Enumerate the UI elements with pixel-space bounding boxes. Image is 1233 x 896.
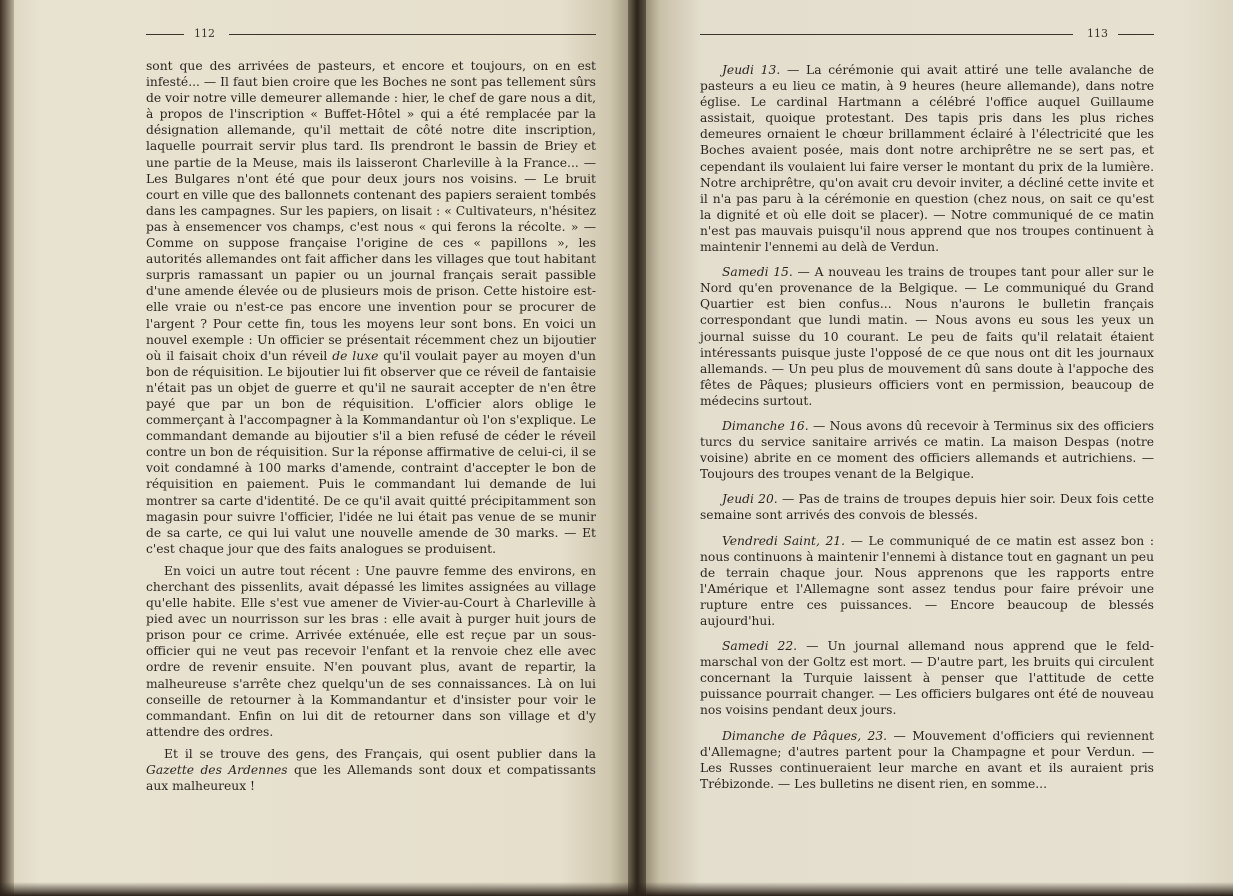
entry-text: — Pas de trains de troupes depuis hier soir. Deux fois cette semaine sont arrivés des convois de blessés. <box>700 492 1154 523</box>
entry-date: Dimanche 16. <box>722 418 809 433</box>
entry-text: — Le communiqué de ce matin est assez bon : nous continuons à maintenir l'ennemi à distance tout en gagnant un peu de terrain chaque jour. Nous apprenons que les rapports entre l'Amérique et l'Allemagne sont assez tendus pour faire prévoir une rupture entre ces puissances. — Encore beaucoup de blessés aujourd'hui. <box>700 533 1154 628</box>
entry-date: Jeudi 13. <box>722 63 781 77</box>
book-edge <box>0 0 14 896</box>
page-number-left: 112 <box>194 27 215 40</box>
paragraph-text: sont que des arrivées de pasteurs, et encore et toujours, on en est infesté... — Il faut bien croire que les Boches ne sont pas tellement sûrs de voir notre ville demeurer allemande : hier, le chef de gare nous a dit, à propos de l'inscription « Buffet-Hôtel » qui a été remplacée par la désignation allemande, qu'il mettait de côté notre dite inscription, laquelle pourrait servir plus tard. Ils prendront le bassin de Briey et une partie de la Meuse, mais ils laisseront Charleville à la France... — Les Bulgares n'ont été que pour deux jours nos voisins. — Le bruit court en ville que des ballonnets contenant des papiers seraient tombés dans les campagnes. Sur les papiers, on lisait : « Cultivateurs, n'hésitez pas à ensemencer vos champs, c'est nous « qui ferons la récolte. » — Comme on suppose française l'origine de ces « papillons », les autorités allemandes ont fait afficher dans les villages que tout habitant surpris ramassant un papier ou un journal français serait passible d'une amende élevée ou de plusieurs mois de prison. Cette histoire est-elle vraie ou n'est-ce pas encore une invention pour se procurer de l'argent ? Pour cette fin, tous les moyens leur sont bons. En voici un nouvel exemple : Un officier se présentait récemment chez un bijoutier où il faisait choix d'un réveil <box>146 59 596 363</box>
left-page-header <box>146 28 596 40</box>
diary-entry <box>700 638 1154 718</box>
header-rule <box>229 34 596 35</box>
right-page-body <box>700 62 1154 801</box>
newspaper-title: Gazette des Ardennes <box>146 763 288 778</box>
paragraph-text: Et il se trouve des gens, des Français, qui osent publier dans la <box>164 746 596 761</box>
entry-date: Samedi 22. <box>722 639 798 654</box>
paragraph <box>146 746 596 794</box>
paragraph-text: qu'il voulait payer au moyen d'un bon de réquisition. Le bijoutier lui fit observer que ce réveil de fantaisie n'était pas un objet de guerre et qu'il ne saurait accepter de n'en être payé que par un bon de réquisition. L'officier alors oblige le commerçant à l'accompagner à la Kommandantur où l'on s'explique. Le commandant demande au bijoutier s'il a bien refusé de céder le réveil contre un bon de réquisition. Sur la réponse affirmative de celui-ci, il se voit condamné à 100 marks d'amende, contraint d'accepter le bon de réquisition en paiement. Puis le commandant lui demande de lui montrer sa carte d'identité. De ce qu'il avait quitté précipitamment son magasin pour suivre l'officier, l'idée ne lui était pas venue de se munir de sa carte, ce qui lui valut une nouvelle amende de 30 marks. — Et c'est chaque jour que des faits analogues se produisent. <box>146 348 596 556</box>
paragraph-text: que les Allemands sont doux et compatissants aux malheureux ! <box>146 763 596 794</box>
diary-entry <box>700 533 1154 630</box>
diary-entry <box>700 62 1154 255</box>
entry-text: — Mouvement d'officiers qui reviennent d'Allemagne; d'autres partent pour la Champagne et pour Verdun. — Les Russes continueraient leur marche en avant et ils auraient pris Trébizonde. — Les bulletins ne disent rien, en somme... <box>700 728 1155 791</box>
diary-entry <box>700 491 1154 523</box>
page-number-right: 113 <box>1087 27 1108 40</box>
header-rule <box>146 34 184 35</box>
italic-phrase: de luxe <box>332 348 379 363</box>
header-rule <box>700 34 1073 35</box>
entry-date: Jeudi 20. <box>722 492 778 507</box>
entry-text: — Nous avons dû recevoir à Terminus six des officiers turcs du service sanitaire arrivés ce matin. La maison Despas (notre voisine) abrite en ce moment des officiers allemands et autrichiens. — Toujours des troupes venant de la Belgique. <box>700 418 1154 482</box>
entry-text: — A nouveau les trains de troupes tant pour aller sur le Nord qu'en provenance de la Belgique. — Le communiqué du Grand Quartier est bien confus... Nous n'aurons le bulletin français correspondant que lundi matin. — Nous avons eu sous les yeux un journal suisse du 10 courant. Le peu de faits qu'il relatait étaient intéressants puisque juste l'opposé de ce que nous ont dit les journaux allemands. — Un peu plus de mouvement dû sans doute à l'appoche des fêtes de Pâques; plusieurs officiers vont en permission, beaucoup de médecins surtout. <box>700 265 1155 408</box>
diary-entry <box>700 728 1154 792</box>
diary-entry <box>700 264 1154 409</box>
right-page-header <box>700 28 1154 40</box>
diary-entry <box>700 418 1154 482</box>
entry-text: — La cérémonie qui avait attiré une telle avalanche de pasteurs a eu lieu ce matin, à 9 heures (heure allemande), dans notre église. Le cardinal Hartmann a célébré l'office auquel Guillaume assistait, quoique protestant. Des tapis pris dans les plus riches demeures ornaient le chœur brillamment éclairé à l'électricité que les Boches avaient posée, mais dont notre archiprêtre ne se sert pas, et cependant ils voulaient lui faire verser le montant du prix de la lumière. Notre archiprêtre, qu'on avait cru devoir inviter, a décliné cette invite et il n'a pas paru à la cérémonie en question (chez nous, on sait ce qu'est la dignité et où elle doit se placer). — Notre communiqué de ce matin n'est pas mauvais puisqu'il nous apprend que nos troupes continuent à maintenir l'ennemi au delà de Verdun. <box>700 63 1154 255</box>
book-gutter <box>628 0 646 896</box>
paragraph: En voici un autre tout récent : Une pauvre femme des environs, en cherchant des pissenlits, avait dépassé les limites assignées au village qu'elle habite. Elle s'est vue amener de Vivier-au-Court à Charleville à pied avec un nourrisson sur les bras : elle avait à purger huit jours de prison pour ce crime. Arrivée exténuée, elle est reçue par un sous-officier qui ne veut pas recevoir l'enfant et la renvoie chez elle avec ordre de revenir ensuite. N'en pouvant plus, avant de repartir, la malheureuse s'arrête chez quelqu'un de ses connaissances. Là on lui conseille de retourner à la Kommandantur et d'insister pour voir le commandant. Enfin on lui dit de retourner dans son village et d'y attendre des ordres. <box>146 563 596 739</box>
entry-date: Vendredi Saint, 21. <box>722 533 846 548</box>
header-rule <box>1118 34 1154 35</box>
left-page-body <box>146 58 596 794</box>
entry-date: Dimanche de Pâques, 23. <box>722 728 888 743</box>
entry-text: — Un journal allemand nous apprend que le feld-marschal von der Goltz est mort. — D'autre part, les bruits qui circulent concernant la Turquie laissent à penser que l'attitude de cette puissance pourrait changer. — Les officiers bulgares ont été de nouveau nos voisins pendant deux jours. <box>700 639 1154 718</box>
book-edge <box>0 882 1233 896</box>
entry-date: Samedi 15. <box>722 265 793 280</box>
paragraph <box>146 58 596 557</box>
